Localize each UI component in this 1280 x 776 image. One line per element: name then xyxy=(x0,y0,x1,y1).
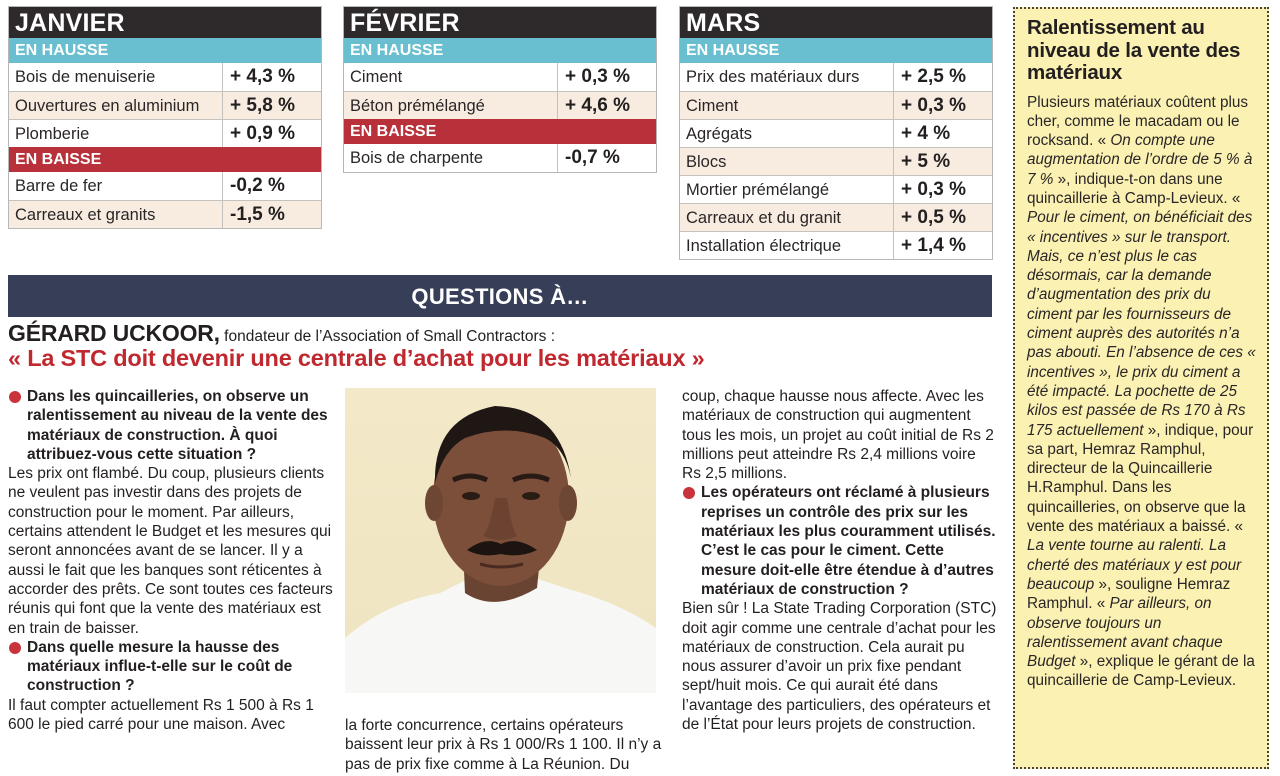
table-row xyxy=(680,231,992,259)
section-en-baisse: EN BAISSE xyxy=(9,147,321,172)
answer-2-part-2: la forte concurrence, certains opérateurs baissent leur prix à Rs 1 000/Rs 1 100. Il n’y a pas de prix fixe comme à La Réunion. Du xyxy=(345,717,662,773)
answer-2-part-3: coup, chaque hausse nous affecte. Avec les matériaux de construction qui augmentent tous les mois, un projet au coût initial de Rs 2 millions peut atteindre Rs 2,4 millions voire Rs 2,5 millions. xyxy=(682,388,994,483)
row-label: Carreaux et du granit xyxy=(680,204,894,231)
row-value: -0,2 % xyxy=(230,175,285,196)
table-row xyxy=(680,119,992,147)
section-en-hausse: EN HAUSSE xyxy=(680,38,992,63)
row-label: Mortier prémélangé xyxy=(680,176,894,203)
sidebar-quote: Par ailleurs, on observe toujours un ralentissement avant chaque Budget xyxy=(1027,595,1223,671)
sidebar-text: », indique-t-on dans une quincaillerie à Camp-Levieux. « xyxy=(1027,170,1241,207)
portrait-illustration xyxy=(345,388,656,693)
question-1 xyxy=(8,387,338,464)
sidebar-body xyxy=(1027,93,1257,691)
sidebar-quote: Pour le ciment, on bénéficiait des « incentives » sur le transport. Mais, ce n’est plus le cas désormais, car la demande d’augmentation des prix du ciment par les fournisseurs de ciment auprès des autorités n’a pas abouti. En l’absence de ces « incentives », le prix du ciment a été impacté. La pochette de 25 kilos est passée de Rs 170 à Rs 175 actuellement xyxy=(1027,209,1256,439)
row-label: Installation électrique xyxy=(680,232,894,259)
row-value: + 0,3 % xyxy=(901,179,966,200)
table-row xyxy=(344,144,656,172)
question-2 xyxy=(8,638,338,696)
row-label: Ciment xyxy=(344,63,558,91)
row-value: -1,5 % xyxy=(230,204,285,225)
headline-quote: « La STC doit devenir une centrale d’achat pour les matériaux » xyxy=(8,345,705,371)
table-row xyxy=(9,119,321,147)
row-value: + 1,4 % xyxy=(901,235,966,256)
article-column-3 xyxy=(682,387,998,734)
row-value: + 5 % xyxy=(901,151,951,172)
row-label: Bois de menuiserie xyxy=(9,63,223,91)
month-title: FÉVRIER xyxy=(344,7,656,38)
sidebar-text: », souligne Hemraz Ramphul. « xyxy=(1027,575,1231,613)
table-janvier xyxy=(8,6,322,229)
article-column-2 xyxy=(345,716,663,774)
table-row xyxy=(680,175,992,203)
row-label: Agrégats xyxy=(680,120,894,147)
section-en-hausse: EN HAUSSE xyxy=(9,38,321,63)
row-value: + 5,8 % xyxy=(230,95,295,116)
table-row xyxy=(680,63,992,91)
sidebar-title: Ralentissement au niveau de la vente des matériaux xyxy=(1027,16,1241,84)
sidebar-text: », indique, pour sa part, Hemraz Ramphul, directeur de la Quincaillerie H.Ramphul. Dans les quincailleries, on observe que la vente des matériaux a baissé. « xyxy=(1027,421,1254,536)
row-label: Carreaux et granits xyxy=(9,201,223,228)
questions-banner: QUESTIONS À… xyxy=(8,275,992,317)
table-fevrier xyxy=(343,6,657,173)
month-title: JANVIER xyxy=(9,7,321,38)
table-row xyxy=(680,147,992,175)
bullet-dot-icon xyxy=(9,642,21,654)
table-row xyxy=(9,200,321,228)
sidebar-quote: La vente tourne au ralenti. La cherté des matériaux y est pour beaucoup xyxy=(1027,537,1242,593)
answer-3: Bien sûr ! La State Trading Corporation (STC) doit agir comme une centrale d’achat pour les matériaux de construction. Cela aurait pu nous assurer d’avoir un prix fixe pendant sept/huit mois. Ce qui aurait été dans l’avantage des particuliers, des opérateurs et de l’État pour leurs projets de construction. xyxy=(682,600,997,734)
row-value: + 4 % xyxy=(901,123,951,144)
byline xyxy=(8,320,555,347)
row-value: + 0,5 % xyxy=(901,207,966,228)
row-label: Prix des matériaux durs xyxy=(680,63,894,91)
question-text: Dans quelle mesure la hausse des matériaux influe-t-elle sur le coût de construction ? xyxy=(27,638,293,695)
sidebar-box xyxy=(1013,7,1269,769)
table-row xyxy=(9,63,321,91)
bullet-dot-icon xyxy=(9,391,21,403)
question-3 xyxy=(682,483,998,599)
row-label: Plomberie xyxy=(9,120,223,147)
sidebar-quote: On compte une augmentation de l’ordre de 5 % à 7 % xyxy=(1027,132,1253,188)
interviewee-role: fondateur de l’Association of Small Contractors : xyxy=(219,328,556,345)
row-value: + 0,3 % xyxy=(565,66,630,87)
question-text: Dans les quincailleries, on observe un ralentissement au niveau de la vente des matériaux de construction. À quoi attribuez-vous cette situation ? xyxy=(27,388,328,463)
row-value: + 2,5 % xyxy=(901,66,966,87)
row-value: + 4,3 % xyxy=(230,66,295,87)
table-row xyxy=(344,63,656,91)
table-row xyxy=(9,91,321,119)
row-value: + 0,3 % xyxy=(901,95,966,116)
table-mars xyxy=(679,6,993,260)
table-row xyxy=(680,203,992,231)
sidebar-text: », explique le gérant de la quincaillerie de Camp-Levieux. xyxy=(1027,653,1255,690)
row-label: Bois de charpente xyxy=(344,144,558,172)
interviewee-name: GÉRARD UCKOOR, xyxy=(8,320,220,346)
row-label: Blocs xyxy=(680,148,894,175)
table-row xyxy=(9,172,321,200)
answer-1: Les prix ont flambé. Du coup, plusieurs clients ne veulent pas investir dans des projets de construction pour le moment. Par ailleurs, certains attendent le Budget et les mesures qui seront annoncées avant de se lancer. Il y a aussi le fait que les banques sont réticentes à accorder des prêts. Ce sont toutes ces facteurs réunis qui font que la vente des matériaux est en train de baisser. xyxy=(8,465,333,637)
article-column-1 xyxy=(8,387,338,734)
row-label: Ouvertures en aluminium xyxy=(9,92,223,119)
sidebar-text: Plusieurs matériaux coûtent plus cher, comme le macadam ou le rocksand. « xyxy=(1027,93,1249,150)
table-row xyxy=(344,91,656,119)
row-label: Barre de fer xyxy=(9,172,223,200)
row-value: + 4,6 % xyxy=(565,95,630,116)
section-en-baisse: EN BAISSE xyxy=(344,119,656,144)
month-title: MARS xyxy=(680,7,992,38)
row-value: + 0,9 % xyxy=(230,123,295,144)
row-label: Ciment xyxy=(680,92,894,119)
section-en-hausse: EN HAUSSE xyxy=(344,38,656,63)
question-text: Les opérateurs ont réclamé à plusieurs reprises un contrôle des prix sur les matériaux les plus couramment utilisés. C’est le cas pour le ciment. Cette mesure doit-elle être étendue à d’autres matériaux de construction ? xyxy=(701,484,996,598)
row-value: -0,7 % xyxy=(565,147,620,168)
answer-2-part-1: Il faut compter actuellement Rs 1 500 à Rs 1 600 le pied carré pour une maison. Avec xyxy=(8,696,314,734)
table-row xyxy=(680,91,992,119)
portrait-photo xyxy=(345,388,656,693)
row-label: Béton prémélangé xyxy=(344,92,558,119)
bullet-dot-icon xyxy=(683,487,695,499)
